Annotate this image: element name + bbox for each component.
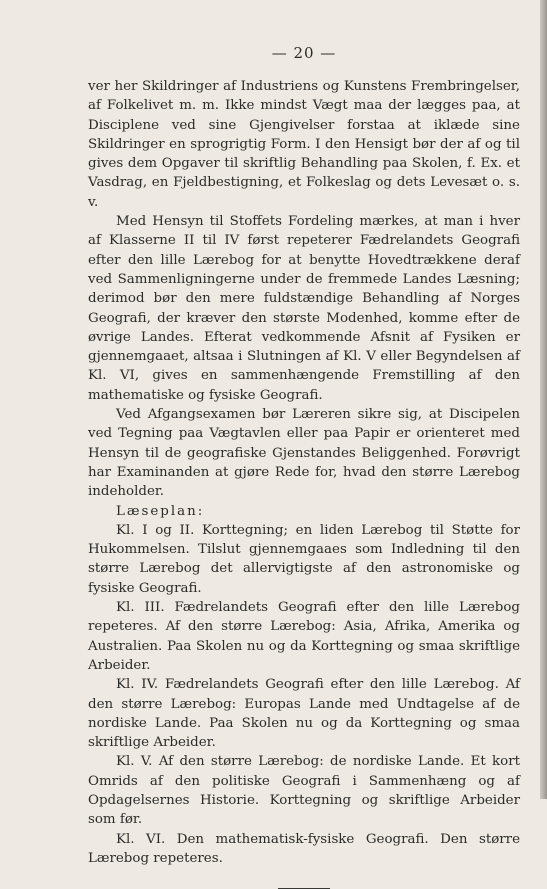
book-page bbox=[88, 44, 520, 889]
paragraph-kl-v: Kl. V. Af den større Lærebog: de nordiske Lande. Et kort Omrids af den politiske Geografi i Sammenhæng og af Opdagelsernes Historie. Korttegning og skriftlige Arbeider som før. bbox=[88, 754, 520, 828]
laeseplan-heading: Læseplan: bbox=[116, 503, 205, 519]
scan-edge bbox=[540, 0, 547, 799]
paragraph-kl-iii: Kl. III. Fædrelandets Geografi efter den lille Lærebog repeteres. Af den større Lærebog: Asia, Afrika, Amerika og Australien. Paa Skolen nu og da Korttegning og smaa skriftlige Arbeider. bbox=[88, 600, 520, 673]
paragraph-intro-continuation: ver her Skildringer af Industriens og Kunstens Frembringelser, af Folkelivet m. m. Ikke mindst Vægt maa der lægges paa, at Disciplene ved sine Gjengivelser forstaa at iklæde sine Skildringer en sprogrigtig Form. I den Hensigt bør der af og til gives dem Opgaver til skriftlig Behandling paa Skolen, f. Ex. et Vasdrag, en Fjeldbestigning, et Folkeslag og dets Levesæt o. s. v. bbox=[88, 79, 520, 210]
paragraph-kl-vi: Kl. VI. Den mathematisk-fysiske Geografi. Den større Lærebog repeteres. bbox=[88, 831, 520, 866]
page-number: — 20 — bbox=[271, 44, 337, 62]
body-text bbox=[88, 77, 520, 868]
paragraph-afgangsexamen: Ved Afgangsexamen bør Læreren sikre sig, at Discipelen ved Tegning paa Vægtavlen eller paa Papir er orienteret med Hensyn til de geografiske Gjenstandes Beliggenhed. Forøvrigt har Examinanden at gjøre Rede for, hvad den større Lærebog indeholder. bbox=[88, 407, 520, 500]
paragraph-kl-i-ii: Kl. I og II. Korttegning; en liden Lærebog til Støtte for Hukommelsen. Tilslut gjennemgaaes som Indledning til den større Lærebog det allervigtigste af den astronomiske og fysiske Geografi. bbox=[88, 522, 520, 596]
paragraph-kl-iv: Kl. IV. Fædrelandets Geografi efter den lille Lærebog. Af den større Lærebog: Europas Lande med Undtagelse af de nordiske Lande. Paa Skolen nu og da Korttegning og smaa skriftlige Arbeider. bbox=[88, 677, 520, 751]
paragraph-stoffets-fordeling: Med Hensyn til Stoffets Fordeling mærkes, at man i hver af Klasserne II til IV først repeterer Fædrelandets Geografi efter den lille Lærebog for at benytte Hovedtrækkene deraf ved Sammenligningerne under de fremmede Landes Læsning; derimod bør den mere fuldstændige Behandling af Norges Geografi, der kræver den største Modenhed, komme efter de øvrige Landes. Efterat vedkommende Afsnit af Fysiken er gjennemgaaet, altsaa i Slutningen af Kl. V eller Begyndelsen af Kl. VI, gives en sammenhængende Fremstilling af den mathematiske og fysiske Geografi. bbox=[88, 214, 520, 403]
